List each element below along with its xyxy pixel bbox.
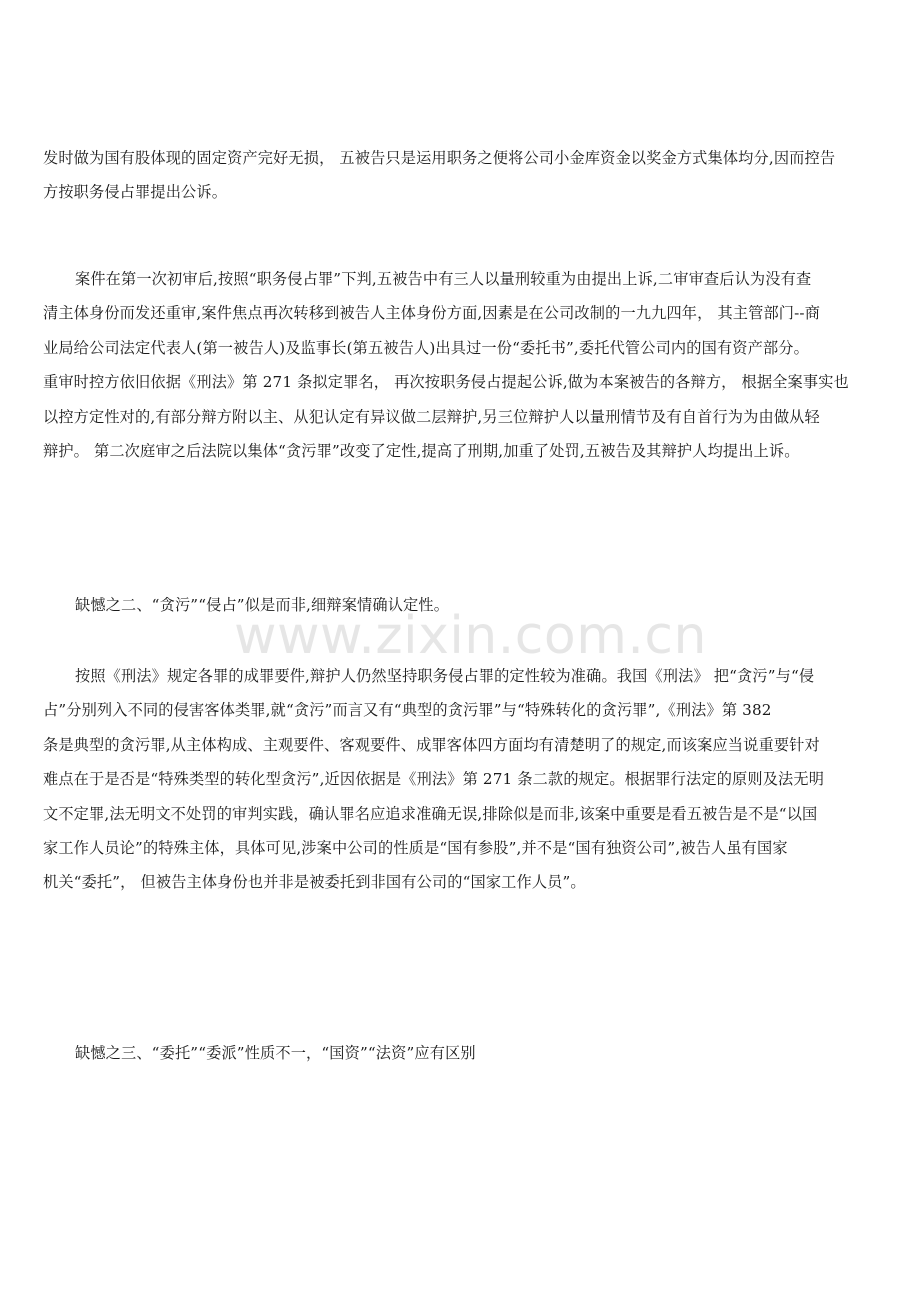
text-line: 方按职务侵占罪提出公诉。 [43,183,228,202]
watermark: www.zixin.com.cn [234,606,707,666]
section-heading-3 [43,1036,881,1070]
text-line: 文不定罪,法无明文不处罚的审判实践，确认罪名应追求准确无误,排除似是而非,该案中重要是看五被告是不是“以国 [43,804,818,823]
text-line: 发时做为国有股体现的固定资产完好无损， 五被告只是运用职务之便将公司小金库资金以奖金方式集体均分,因而控告 [43,149,836,167]
text-line: 业局给公司法定代表人(第一被告人)及监事长(第五被告人)出具过一份“委托书”,委托代管公司内的国有资产部分。 [43,338,809,357]
text-line: 以控方定性对的,有部分辩方附以主、从犯认定有异议做二层辩护,另三位辩护人以量刑情节及有自首行为为由做从轻 [43,407,820,426]
heading-line: 缺憾之三、“委托”“委派”性质不一，“国资”“法资”应有区别 [75,1044,476,1062]
text-line: 辩护。 第二次庭审之后法院以集体“贪污罪”改变了定性,提高了刑期,加重了处罚,五被告及其辩护人均提出上诉。 [43,441,800,460]
paragraph-1 [43,141,881,210]
text-line: 重审时控方依旧依据《刑法》第 271 条拟定罪名， 再次按职务侵占提起公诉,做为本案被告的各辩方， 根据全案事实也 [43,373,849,392]
text-line: 难点在于是否是“特殊类型的转化型贪污”,近因依据是《刑法》第 271 条二款的规定。根据罪行法定的原则及法无明 [43,770,825,789]
text-line: 案件在第一次初审后,按照“职务侵占罪”下判,五被告中有三人以量刑较重为由提出上诉,二审审查后认为没有查 [75,270,812,288]
text-line: 清主体身份而发还重审,案件焦点再次转移到被告人主体身份方面,因素是在公司改制的一九九四年， 其主管部门--商 [43,304,821,323]
text-line: 条是典型的贪污罪,从主体构成、主观要件、客观要件、成罪客体四方面均有清楚明了的规定,而该案应当说重要针对 [43,735,820,754]
text-line: 按照《刑法》规定各罪的成罪要件,辩护人仍然坚持职务侵占罪的定性较为准确。我国《刑法》 把“贪污”与“侵 [75,667,815,685]
paragraph-2 [43,262,881,468]
section-heading-2 [43,588,881,622]
text-line: 家工作人员论”的特殊主体，具体可见,涉案中公司的性质是“国有参股”,并不是“国有独资公司”,被告人虽有国家 [43,838,788,857]
text-line: 机关“委托”， 但被告主体身份也并非是被委托到非国有公司的“国家工作人员”。 [43,873,586,892]
heading-line: 缺憾之二、“贪污”“侵占”似是而非,细辩案情确认定性。 [75,596,450,614]
paragraph-3 [43,659,881,900]
text-line: 占”分别列入不同的侵害客体类罪,就“贪污”而言又有“典型的贪污罪”与“特殊转化的贪污罪”,《刑法》第 382 [43,701,772,720]
